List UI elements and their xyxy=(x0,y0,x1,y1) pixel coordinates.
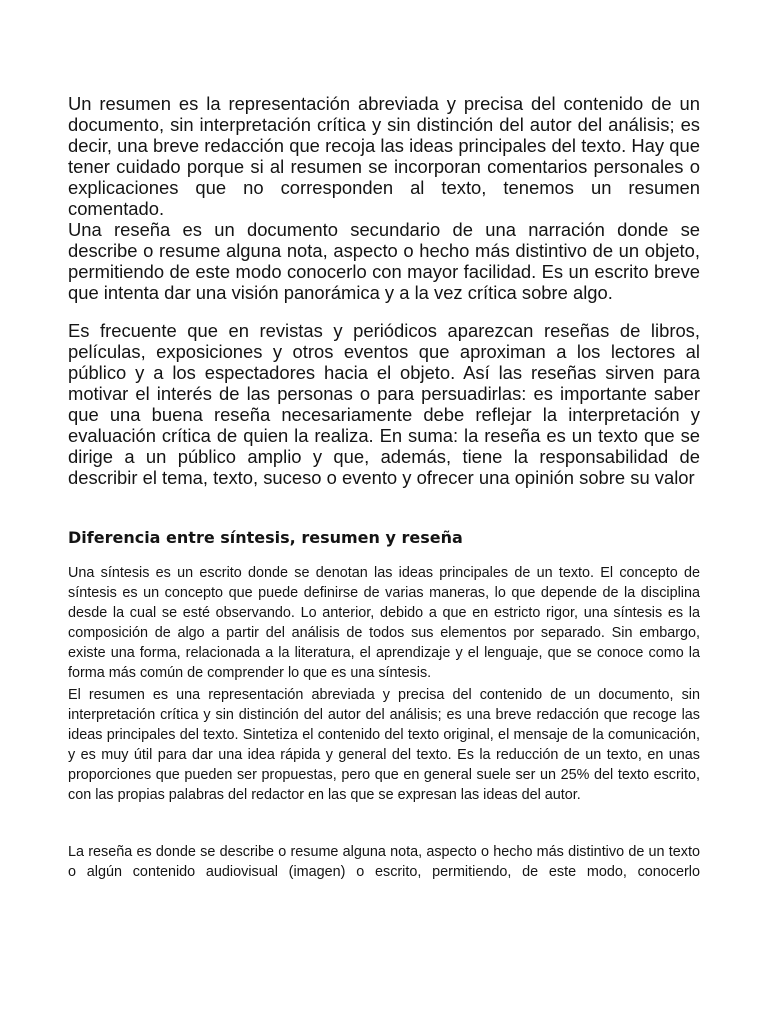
intro-paragraph-resena: Una reseña es un documento secundario de una narración donde se describe o resume alguna nota, aspecto o hecho más distintivo de un objeto, permitiendo de este modo conocerlo con mayor facilidad. Es un escrito breve que intenta dar una visión panorámica y a la vez crítica sobre algo. xyxy=(68,219,700,303)
intro-paragraph-resumen: Un resumen es la representación abreviada y precisa del contenido de un documento, sin interpretación crítica y sin distinción del autor del análisis; es decir, una breve redacción que recoja las ideas principales del texto. Hay que tener cuidado porque si al resumen se incorporan comentarios personales o explicaciones que no corresponden al texto, tenemos un resumen comentado. xyxy=(68,93,700,219)
section-heading: Diferencia entre síntesis, resumen y reseña xyxy=(68,528,463,547)
document-page xyxy=(68,0,700,1024)
section-paragraph-resena: La reseña es donde se describe o resume alguna nota, aspecto o hecho más distintivo de un texto o algún contenido audiovisual (imagen) o escrito, permitiendo, de este modo, conocerlo xyxy=(68,844,700,880)
section-paragraph-resumen: El resumen es una representación abreviada y precisa del contenido de un documento, sin interpretación crítica y sin distinción del autor del análisis; es una breve redacción que recoge las ideas principales del texto. Sintetiza el contenido del texto original, el mensaje de la comunicación, y es muy útil para dar una idea rápida y general del texto. Es la reducción de un texto, en unas proporciones que pueden ser propuestas, pero que en general suele ser un 25% del texto escrito, con las propias palabras del redactor en las que se expresan las ideas del autor. xyxy=(68,687,700,803)
intro-paragraph-revistas: Es frecuente que en revistas y periódicos aparezcan reseñas de libros, películas, exposiciones y otros eventos que aproximan a los lectores al público y a los espectadores hacia el objeto. Así las reseñas sirven para motivar el interés de las personas o para persuadirlas: es importante saber que una buena reseña necesariamente debe reflejar la interpretación y evaluación crítica de quien la realiza. En suma: la reseña es un texto que se dirige a un público amplio y que, además, tiene la responsabilidad de describir el tema, texto, suceso o evento y ofrecer una opinión sobre su valor xyxy=(68,320,700,488)
section-paragraph-sintesis: Una síntesis es un escrito donde se denotan las ideas principales de un texto. El concepto de síntesis es un concepto que puede definirse de varias maneras, lo que depende de la disciplina desde la cual se esté observando. Lo anterior, debido a que en estricto rigor, una síntesis es la composición de algo a partir del análisis de todos sus elementos por separado. Sin embargo, existe una forma, relacionada a la literatura, el aprendizaje y el lenguaje, que se conoce como la forma más común de comprender lo que es una síntesis. xyxy=(68,565,700,681)
